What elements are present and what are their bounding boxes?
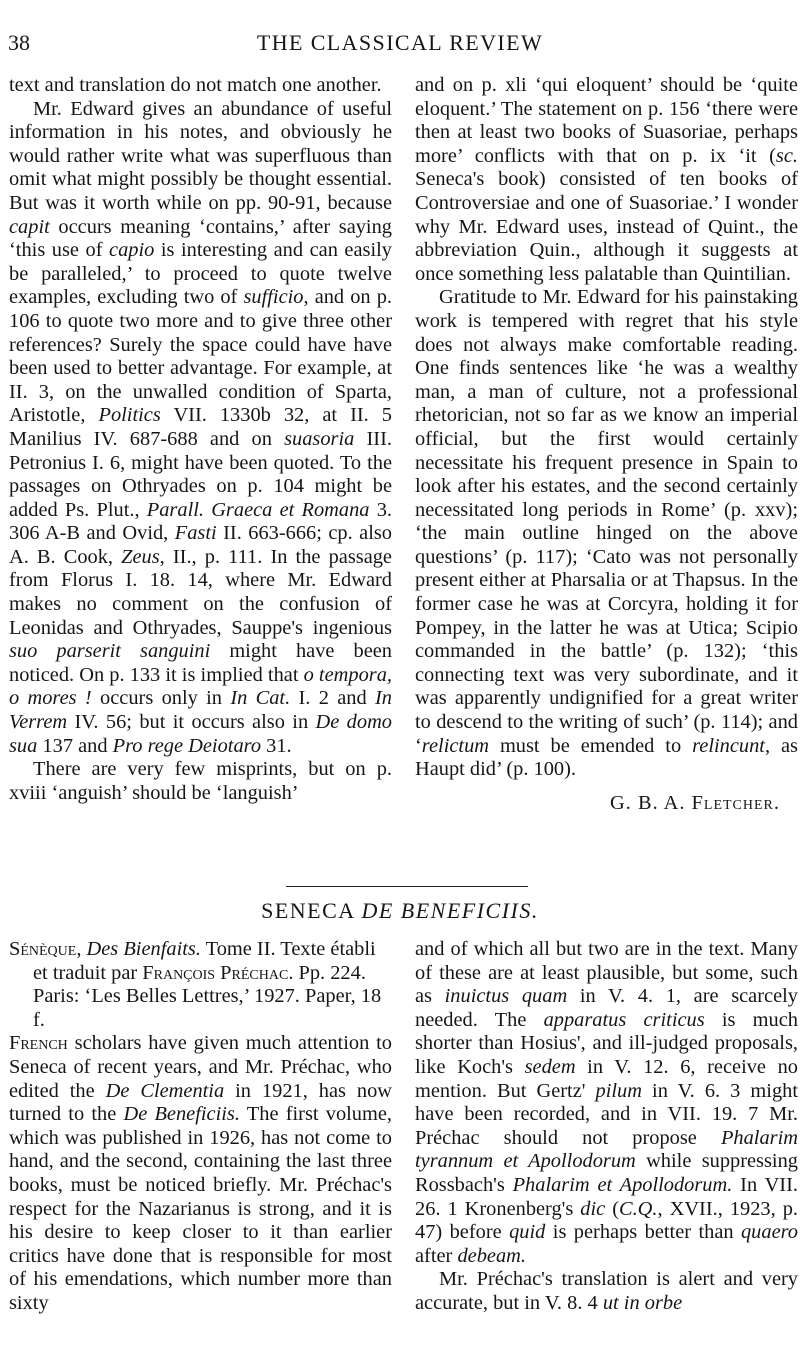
- paragraph: Mr. Préchac's translation is alert and very accurate, but in V. 8. 4 ut in orbe: [415, 1268, 798, 1314]
- reviewer-signature: G. B. A. Fletcher.: [610, 791, 780, 814]
- paragraph: Gratitude to Mr. Edward for his painstaking work is tempered with regret that his style does not always make comfortable reading. One finds sentences like ‘he was a wealthy man, a man of culture, not a professional rhetorician, not so far as we know an imperial official, but the first would certainly necessitate his frequent presence in Spain to look after his estates, and the second certainly necessitated long periods in Rome’ (p. xxv); ‘the main outline hinged on the above questions’ (p. 117); ‘Cato was not personally present either at Pharsalia or at Thapsus. In the former case he was at Corcyra, holding it for Pompey, in the latter he was at Utica; Scipio commanded in the battle’ (p. 132); ‘this connecting text was very subordinate, and it was apparently undignified for a great writer to descend to the writing of such’ (p. 114); and ‘relictum must be emended to relincunt, as Haupt did’ (p. 100).: [415, 286, 798, 781]
- paragraph: and on p. xli ‘qui eloquent’ should be ‘quite eloquent.’ The statement on p. 156 ‘there were then at least two books of Suasoriae, perhaps more’ conflicts with that on p. ix ‘it (sc. Seneca's book) consisted of ten books of Controversiae and one of Suasoriae.’ I wonder why Mr. Edward uses, instead of Quint., the abbreviation Quin., although it suggests at once something less palatable than Quintilian.: [415, 74, 798, 285]
- paragraph: French scholars have given much attention to Seneca of recent years, and Mr. Préchac, who edited the De Clementia in 1921, has now turned to the De Beneficiis. The first volume, which was published in 1926, has not come to hand, and the second, containing the last three books, must be noticed briefly. Mr. Préchac's respect for the Nazarianus is strong, and it is his desire to keep closer to it than earlier critics have done that is responsible for most of his emendations, which number more than sixty: [9, 1032, 393, 1314]
- paragraph: text and translation do not match one another.: [9, 74, 382, 96]
- review1-column-left: [9, 74, 392, 805]
- paragraph: Mr. Edward gives an abundance of useful information in his notes, and obviously he would rather write what was superfluous than omit what might possibly be thought essential. But was it worth while on pp. 90-91, because capit occurs meaning ‘contains,’ after saying ‘this use of capio is interesting and can easily be paralleled,’ to proceed to quote twelve examples, excluding two of sufficio, and on p. 106 to quote two more and to give three other references? Surely the space could have have been used to better advantage. For example, at II. 3, on the unwalled condition of Sparta, Aristotle, Politics VII. 1330b 32, at II. 5 Manilius IV. 687-688 and on suasoria III. Petronius I. 6, might have been quoted. To the passages on Othryades on p. 104 might be added Ps. Plut., Parall. Graeca et Romana 3. 306 A-B and Ovid, Fasti II. 663-666; cp. also A. B. Cook, Zeus, II., p. 111. In the passage from Florus I. 18. 14, where Mr. Edward makes no comment on the confusion of Leonidas and Othryades, Sauppe's ingenious suo parserit sanguini might have been noticed. On p. 133 it is implied that o tempora, o mores ! occurs only in In Cat. I. 2 and In Verrem IV. 56; but it occurs also in De domo sua 137 and Pro rege Deiotaro 31.: [9, 97, 393, 757]
- paragraph: and of which all but two are in the text. Many of these are at least plausible, but some, such as inuictus quam in V. 4. 1, are scarcely needed. The apparatus criticus is much shorter than Hosius', and ill-judged proposals, like Koch's sedem in V. 12. 6, receive no mention. But Gertz' pilum in V. 6. 3 might have been recorded, and in VII. 19. 7 Mr. Préchac should not propose Phalarim tyrannum et Apollodorum while suppressing Rossbach's Phalarim et Apollodorum. In VII. 26. 1 Kronenberg's dic (C.Q., XVII., 1923, p. 47) before quid is perhaps better than quaero after debeam.: [415, 938, 798, 1267]
- page-number: 38: [8, 30, 30, 55]
- review-title: SENECA DE BENEFICIIS.: [261, 898, 539, 923]
- review2-column-left: [9, 938, 392, 1316]
- review1-column-right: [415, 74, 798, 815]
- journal-title: THE CLASSICAL REVIEW: [256, 30, 544, 55]
- running-header: [8, 30, 792, 64]
- section-divider: [286, 886, 528, 887]
- paragraph: There are very few misprints, but on p. xviii ‘anguish’ should be ‘languish’: [9, 758, 392, 804]
- bibliographic-entry: Sénèque, Des Bienfaits. Tome II. Texte établi et traduit par François Préchac. Pp. 224. Paris: ‘Les Belles Lettres,’ 1927. Paper, 18 f.: [9, 938, 382, 1031]
- review2-column-right: [415, 938, 798, 1316]
